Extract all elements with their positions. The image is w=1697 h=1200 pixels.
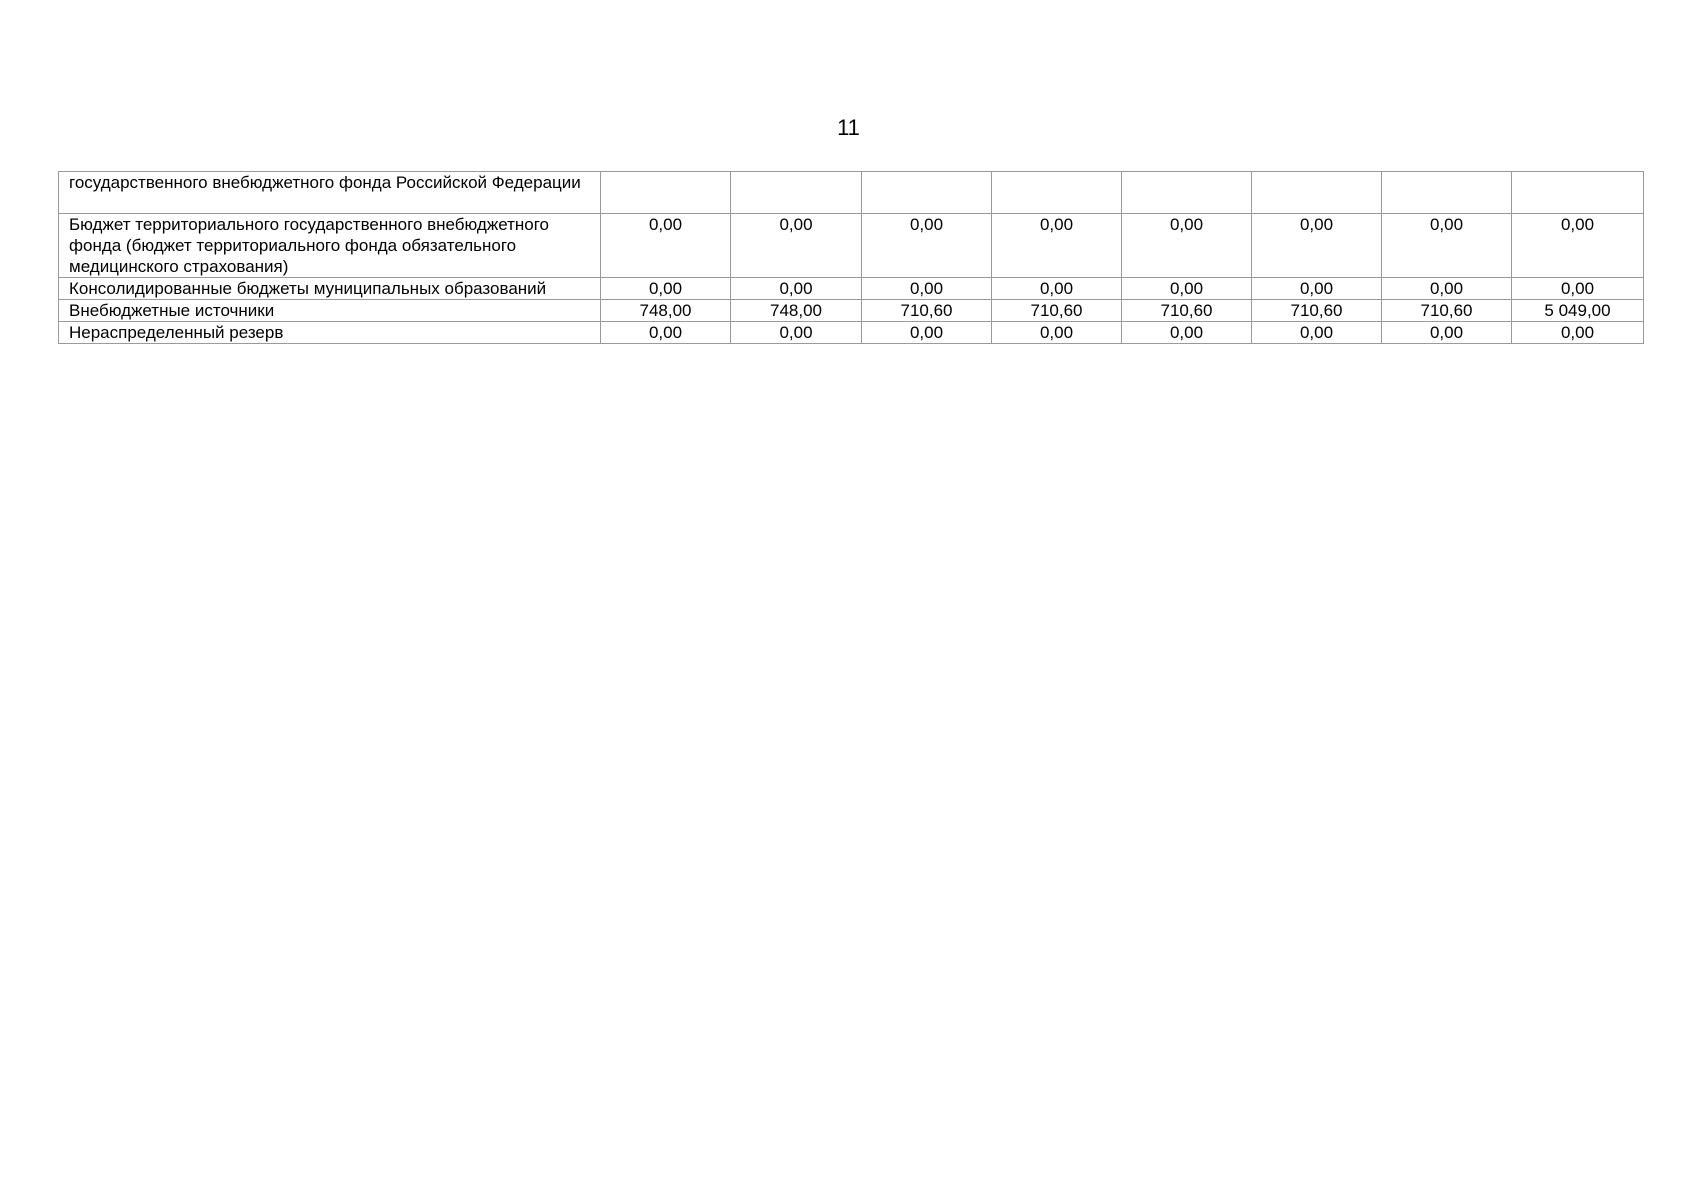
row-label: Внебюджетные источники bbox=[59, 300, 601, 322]
table-cell: 0,00 bbox=[992, 278, 1122, 300]
table-row bbox=[59, 300, 1644, 322]
table-cell: 0,00 bbox=[731, 214, 862, 278]
table-cell: 0,00 bbox=[1122, 214, 1252, 278]
table-cell bbox=[992, 172, 1122, 214]
table-cell: 0,00 bbox=[1252, 214, 1382, 278]
table-cell: 0,00 bbox=[1382, 322, 1512, 344]
table-cell: 0,00 bbox=[731, 278, 862, 300]
table-cell: 0,00 bbox=[1512, 322, 1644, 344]
table-cell: 710,60 bbox=[1122, 300, 1252, 322]
table-cell bbox=[1512, 172, 1644, 214]
table-cell: 0,00 bbox=[1122, 322, 1252, 344]
table-cell bbox=[1382, 172, 1512, 214]
table-cell bbox=[731, 172, 862, 214]
table-cell bbox=[1252, 172, 1382, 214]
table-cell: 0,00 bbox=[862, 322, 992, 344]
table-cell: 0,00 bbox=[1252, 278, 1382, 300]
table-cell bbox=[862, 172, 992, 214]
table-row bbox=[59, 172, 1644, 214]
budget-table bbox=[58, 171, 1644, 344]
table-cell: 0,00 bbox=[862, 278, 992, 300]
table-cell: 0,00 bbox=[992, 322, 1122, 344]
row-label: государственного внебюджетного фонда Российской Федерации bbox=[59, 172, 601, 214]
table-cell: 0,00 bbox=[1252, 322, 1382, 344]
page-number: 11 bbox=[837, 115, 860, 140]
table-cell: 0,00 bbox=[601, 214, 731, 278]
table-cell: 0,00 bbox=[1382, 214, 1512, 278]
table-cell: 710,60 bbox=[992, 300, 1122, 322]
table-cell: 0,00 bbox=[862, 214, 992, 278]
table-cell: 0,00 bbox=[731, 322, 862, 344]
table-cell: 0,00 bbox=[601, 322, 731, 344]
table-cell: 5 049,00 bbox=[1512, 300, 1644, 322]
table-row bbox=[59, 322, 1644, 344]
table-row bbox=[59, 214, 1644, 278]
table-cell: 748,00 bbox=[731, 300, 862, 322]
table-cell bbox=[601, 172, 731, 214]
table-cell: 0,00 bbox=[1122, 278, 1252, 300]
table-cell: 0,00 bbox=[1512, 278, 1644, 300]
row-label: Консолидированные бюджеты муниципальных образований bbox=[59, 278, 601, 300]
table-cell: 748,00 bbox=[601, 300, 731, 322]
table-cell: 0,00 bbox=[1512, 214, 1644, 278]
table-cell bbox=[1122, 172, 1252, 214]
table-cell: 710,60 bbox=[862, 300, 992, 322]
table-cell: 0,00 bbox=[601, 278, 731, 300]
table-cell: 710,60 bbox=[1252, 300, 1382, 322]
row-label: Нераспределенный резерв bbox=[59, 322, 601, 344]
row-label: Бюджет территориального государственного внебюджетного фонда (бюджет территориального фонда обязательного медицинского страхования) bbox=[59, 214, 601, 278]
table-cell: 710,60 bbox=[1382, 300, 1512, 322]
table-cell: 0,00 bbox=[1382, 278, 1512, 300]
table-row bbox=[59, 278, 1644, 300]
table-cell: 0,00 bbox=[992, 214, 1122, 278]
